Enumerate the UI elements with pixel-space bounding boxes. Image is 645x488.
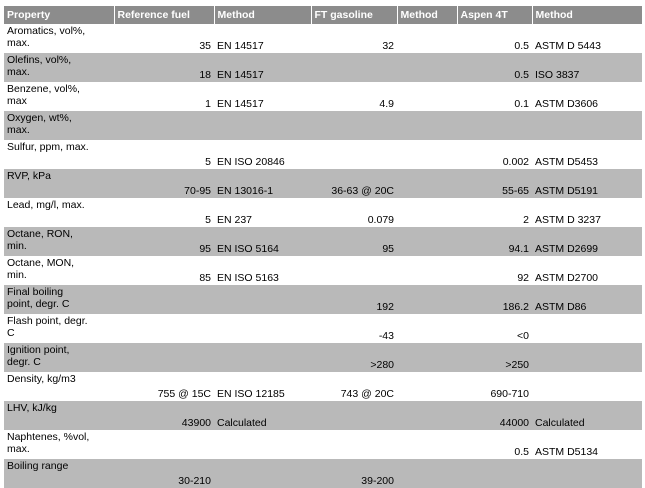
property-line: Octane, RON, bbox=[7, 228, 73, 240]
aspen-4t-cell: 690-710 bbox=[457, 372, 532, 401]
table-row bbox=[4, 227, 642, 256]
ft-method-cell bbox=[397, 140, 457, 169]
reference-fuel-cell bbox=[114, 111, 214, 140]
aspen-4t-cell bbox=[457, 459, 532, 488]
table-row bbox=[4, 459, 642, 488]
reference-fuel-cell: 30-210 bbox=[114, 459, 214, 488]
aspen-4t-cell: <0 bbox=[457, 314, 532, 343]
property-line: point, degr. C bbox=[7, 298, 70, 310]
aspen-method-cell bbox=[532, 372, 642, 401]
property-line: max bbox=[7, 95, 27, 107]
reference-method-cell: EN 237 bbox=[214, 198, 311, 227]
property-line: Octane, MON, bbox=[7, 257, 75, 269]
reference-fuel-cell: 70-95 bbox=[114, 169, 214, 198]
aspen-method-cell: ASTM D3606 bbox=[532, 82, 642, 111]
property-line: max. bbox=[7, 37, 30, 49]
table-header bbox=[4, 6, 642, 24]
ft-method-cell bbox=[397, 401, 457, 430]
reference-fuel-cell: 85 bbox=[114, 256, 214, 285]
ft-gasoline-cell: >280 bbox=[311, 343, 397, 372]
property-line: Boiling range bbox=[7, 460, 69, 472]
header-property: Property bbox=[4, 6, 114, 24]
aspen-method-cell: ASTM D2699 bbox=[532, 227, 642, 256]
reference-method-cell: EN ISO 20846 bbox=[214, 140, 311, 169]
reference-fuel-cell: 35 bbox=[114, 24, 214, 53]
property-line: min. bbox=[7, 240, 27, 252]
ft-method-cell bbox=[397, 314, 457, 343]
ft-method-cell bbox=[397, 111, 457, 140]
aspen-4t-cell bbox=[457, 111, 532, 140]
aspen-4t-cell: 44000 bbox=[457, 401, 532, 430]
reference-method-cell bbox=[214, 285, 311, 314]
property-line: degr. C bbox=[7, 356, 41, 368]
property-line: Density, kg/m3 bbox=[7, 373, 76, 385]
property-line: Oxygen, wt%, bbox=[7, 112, 72, 124]
property-cell bbox=[4, 285, 114, 314]
aspen-method-cell bbox=[532, 459, 642, 488]
reference-fuel-cell: 5 bbox=[114, 198, 214, 227]
reference-fuel-cell: 18 bbox=[114, 53, 214, 82]
property-line: Naphtenes, %vol, bbox=[7, 431, 90, 443]
reference-fuel-cell bbox=[114, 430, 214, 459]
ft-gasoline-cell bbox=[311, 401, 397, 430]
ft-method-cell bbox=[397, 82, 457, 111]
property-cell bbox=[4, 372, 114, 401]
table-row bbox=[4, 285, 642, 314]
header-aspen-4t: Aspen 4T bbox=[457, 6, 532, 24]
property-cell bbox=[4, 82, 114, 111]
aspen-method-cell: ASTM D5134 bbox=[532, 430, 642, 459]
ft-method-cell bbox=[397, 227, 457, 256]
table-row bbox=[4, 82, 642, 111]
property-line: max. bbox=[7, 124, 30, 136]
property-cell bbox=[4, 401, 114, 430]
reference-fuel-cell bbox=[114, 314, 214, 343]
property-cell bbox=[4, 314, 114, 343]
property-cell bbox=[4, 169, 114, 198]
aspen-4t-cell: 0.1 bbox=[457, 82, 532, 111]
property-cell bbox=[4, 256, 114, 285]
aspen-4t-cell: >250 bbox=[457, 343, 532, 372]
aspen-method-cell bbox=[532, 314, 642, 343]
ft-gasoline-cell bbox=[311, 430, 397, 459]
header-row bbox=[4, 6, 642, 24]
property-line: Aromatics, vol%, bbox=[7, 25, 86, 37]
reference-fuel-cell: 1 bbox=[114, 82, 214, 111]
aspen-method-cell: ASTM D2700 bbox=[532, 256, 642, 285]
table-row bbox=[4, 24, 642, 53]
reference-fuel-cell: 5 bbox=[114, 140, 214, 169]
ft-method-cell bbox=[397, 459, 457, 488]
property-line: Olefins, vol%, bbox=[7, 54, 72, 66]
table-row bbox=[4, 140, 642, 169]
reference-method-cell bbox=[214, 314, 311, 343]
ft-gasoline-cell: 32 bbox=[311, 24, 397, 53]
ft-gasoline-cell bbox=[311, 140, 397, 169]
ft-method-cell bbox=[397, 169, 457, 198]
aspen-4t-cell: 0.5 bbox=[457, 430, 532, 459]
ft-method-cell bbox=[397, 372, 457, 401]
reference-fuel-cell: 43900 bbox=[114, 401, 214, 430]
table-row bbox=[4, 343, 642, 372]
reference-method-cell: EN ISO 12185 bbox=[214, 372, 311, 401]
table-row bbox=[4, 169, 642, 198]
property-cell bbox=[4, 111, 114, 140]
aspen-method-cell: Calculated bbox=[532, 401, 642, 430]
reference-fuel-cell: 755 @ 15C bbox=[114, 372, 214, 401]
aspen-method-cell: ASTM D5453 bbox=[532, 140, 642, 169]
aspen-4t-cell: 0.002 bbox=[457, 140, 532, 169]
ft-gasoline-cell bbox=[311, 111, 397, 140]
ft-gasoline-cell bbox=[311, 53, 397, 82]
property-cell bbox=[4, 343, 114, 372]
reference-method-cell: EN ISO 5164 bbox=[214, 227, 311, 256]
reference-method-cell: Calculated bbox=[214, 401, 311, 430]
property-cell bbox=[4, 53, 114, 82]
header-method-aspen: Method bbox=[532, 6, 642, 24]
table-row bbox=[4, 314, 642, 343]
property-line: Final boiling bbox=[7, 286, 64, 298]
fuel-properties-table bbox=[4, 6, 642, 488]
reference-method-cell bbox=[214, 111, 311, 140]
reference-method-cell bbox=[214, 430, 311, 459]
property-line: max. bbox=[7, 443, 30, 455]
header-reference-fuel: Reference fuel bbox=[114, 6, 214, 24]
reference-method-cell: EN 13016-1 bbox=[214, 169, 311, 198]
ft-method-cell bbox=[397, 343, 457, 372]
reference-method-cell bbox=[214, 459, 311, 488]
property-line: C bbox=[7, 327, 15, 339]
table-body bbox=[4, 24, 642, 488]
ft-gasoline-cell: 743 @ 20C bbox=[311, 372, 397, 401]
table-row bbox=[4, 53, 642, 82]
aspen-4t-cell: 92 bbox=[457, 256, 532, 285]
table-row bbox=[4, 256, 642, 285]
property-line: Benzene, vol%, bbox=[7, 83, 80, 95]
aspen-method-cell bbox=[532, 343, 642, 372]
table-row bbox=[4, 111, 642, 140]
ft-method-cell bbox=[397, 285, 457, 314]
reference-method-cell bbox=[214, 343, 311, 372]
ft-gasoline-cell: 36-63 @ 20C bbox=[311, 169, 397, 198]
ft-gasoline-cell: 95 bbox=[311, 227, 397, 256]
header-ft-gasoline: FT gasoline bbox=[311, 6, 397, 24]
property-line: RVP, kPa bbox=[7, 170, 51, 182]
reference-fuel-cell: 95 bbox=[114, 227, 214, 256]
property-line: LHV, kJ/kg bbox=[7, 402, 57, 414]
property-line: min. bbox=[7, 269, 27, 281]
aspen-4t-cell: 186.2 bbox=[457, 285, 532, 314]
reference-method-cell: EN 14517 bbox=[214, 53, 311, 82]
aspen-4t-cell: 0.5 bbox=[457, 24, 532, 53]
header-method-reference: Method bbox=[214, 6, 311, 24]
reference-method-cell: EN 14517 bbox=[214, 24, 311, 53]
aspen-method-cell bbox=[532, 111, 642, 140]
aspen-4t-cell: 2 bbox=[457, 198, 532, 227]
ft-method-cell bbox=[397, 256, 457, 285]
ft-gasoline-cell bbox=[311, 256, 397, 285]
property-cell bbox=[4, 430, 114, 459]
reference-method-cell: EN 14517 bbox=[214, 82, 311, 111]
property-line: max. bbox=[7, 66, 30, 78]
header-method-ft: Method bbox=[397, 6, 457, 24]
table-row bbox=[4, 401, 642, 430]
aspen-method-cell: ASTM D 3237 bbox=[532, 198, 642, 227]
aspen-4t-cell: 0.5 bbox=[457, 53, 532, 82]
aspen-4t-cell: 94.1 bbox=[457, 227, 532, 256]
ft-method-cell bbox=[397, 198, 457, 227]
ft-gasoline-cell: 0.079 bbox=[311, 198, 397, 227]
aspen-method-cell: ASTM D 5443 bbox=[532, 24, 642, 53]
reference-method-cell: EN ISO 5163 bbox=[214, 256, 311, 285]
ft-method-cell bbox=[397, 430, 457, 459]
property-line: Lead, mg/l, max. bbox=[7, 199, 85, 211]
property-line: Flash point, degr. bbox=[7, 315, 88, 327]
table-row bbox=[4, 372, 642, 401]
aspen-method-cell: ASTM D5191 bbox=[532, 169, 642, 198]
property-cell bbox=[4, 24, 114, 53]
ft-method-cell bbox=[397, 24, 457, 53]
reference-fuel-cell bbox=[114, 343, 214, 372]
property-cell bbox=[4, 140, 114, 169]
aspen-method-cell: ASTM D86 bbox=[532, 285, 642, 314]
table-row bbox=[4, 198, 642, 227]
property-cell bbox=[4, 459, 114, 488]
property-cell bbox=[4, 227, 114, 256]
ft-method-cell bbox=[397, 53, 457, 82]
ft-gasoline-cell: 4.9 bbox=[311, 82, 397, 111]
reference-fuel-cell bbox=[114, 285, 214, 314]
aspen-method-cell: ISO 3837 bbox=[532, 53, 642, 82]
ft-gasoline-cell: 39-200 bbox=[311, 459, 397, 488]
aspen-4t-cell: 55-65 bbox=[457, 169, 532, 198]
property-line: Sulfur, ppm, max. bbox=[7, 141, 89, 153]
property-line: Ignition point, bbox=[7, 344, 70, 356]
ft-gasoline-cell: -43 bbox=[311, 314, 397, 343]
property-cell bbox=[4, 198, 114, 227]
ft-gasoline-cell: 192 bbox=[311, 285, 397, 314]
table-row bbox=[4, 430, 642, 459]
